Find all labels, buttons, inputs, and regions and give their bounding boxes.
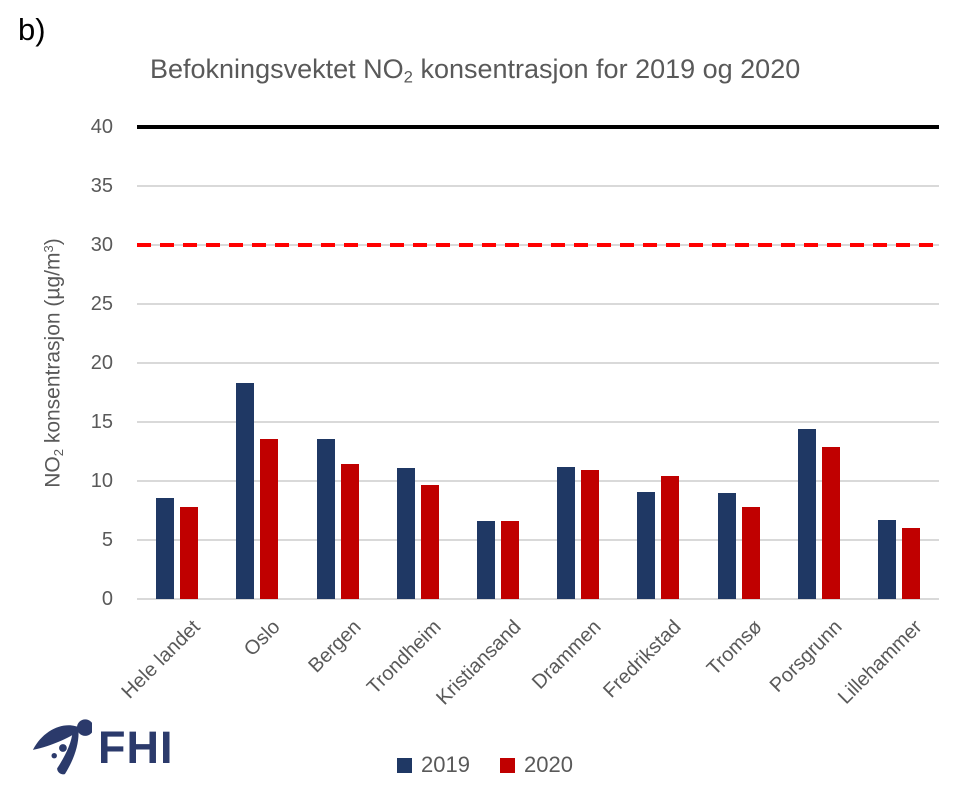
bar-2019-drammen (557, 467, 575, 599)
x-category-label-bergen: Bergen (303, 616, 366, 678)
chart-title-subscript: 2 (403, 67, 413, 87)
gridline-10 (137, 480, 939, 482)
bar-2020-tromsø (742, 507, 760, 599)
y-tick-label-10: 10 (90, 470, 113, 492)
y-tick-label-30: 30 (90, 234, 113, 256)
bar-2020-fredrikstad (661, 476, 679, 599)
bar-2019-hele-landet (156, 498, 174, 599)
legend-item-2020 (500, 752, 573, 778)
x-category-label-drammen: Drammen (528, 616, 606, 694)
bar-2020-drammen (581, 470, 599, 599)
y-axis-title-subscript: 2 (51, 449, 67, 457)
chart-title-part1: Befokningsvektet NO (150, 54, 404, 84)
bar-2019-porsgrunn (798, 429, 816, 599)
gridline-5 (137, 539, 939, 541)
bar-2020-bergen (341, 464, 359, 599)
x-category-label-porsgrunn: Porsgrunn (765, 616, 847, 697)
x-category-label-hele-landet: Hele landet (117, 616, 205, 704)
bar-2019-kristiansand (477, 521, 495, 599)
x-category-label-lillehammer: Lillehammer (833, 616, 927, 709)
bar-2019-trondheim (397, 468, 415, 599)
legend-swatch-2020 (500, 758, 515, 773)
fhi-logo (30, 716, 174, 778)
bar-2019-tromsø (718, 493, 736, 599)
reference-line-30 (137, 243, 939, 247)
legend-swatch-2019 (397, 758, 412, 773)
y-tick-label-35: 35 (90, 175, 113, 197)
bar-2019-oslo (236, 383, 254, 599)
figure-panel-label: b) (18, 12, 46, 47)
y-tick-label-20: 20 (90, 352, 113, 374)
bar-2019-bergen (317, 439, 335, 599)
fhi-logo-figure-icon (30, 716, 92, 778)
fhi-logo-text: FHI (98, 721, 174, 773)
x-category-label-oslo: Oslo (240, 616, 285, 661)
y-axis-title-part2: konsentrasjon (µg/m (41, 252, 65, 450)
bar-2020-porsgrunn (822, 447, 840, 599)
y-tick-label-25: 25 (90, 293, 113, 315)
bar-2020-lillehammer (902, 528, 920, 599)
bar-2020-kristiansand (501, 521, 519, 599)
y-axis-title-part3: ) (41, 238, 65, 246)
gridline-0 (137, 598, 939, 600)
y-axis-title-part1: NO (41, 456, 65, 488)
legend-label-2019: 2019 (421, 752, 470, 777)
y-tick-label-0: 0 (101, 588, 113, 610)
legend-item-2019 (397, 752, 470, 778)
gridline-20 (137, 362, 939, 364)
bar-2020-oslo (260, 439, 278, 599)
y-tick-label-15: 15 (90, 411, 113, 433)
y-axis-title-superscript: 3 (41, 245, 56, 253)
y-tick-label-40: 40 (90, 116, 113, 138)
bar-2020-hele-landet (180, 507, 198, 599)
bar-2020-trondheim (421, 485, 439, 599)
gridline-15 (137, 421, 939, 423)
chart-title (150, 54, 801, 88)
x-category-label-kristiansand: Kristiansand (432, 616, 526, 710)
x-category-label-fredrikstad: Fredrikstad (599, 616, 686, 703)
reference-line-40 (137, 125, 939, 129)
bar-2019-lillehammer (878, 520, 896, 599)
x-category-label-tromsø: Tromsø (702, 616, 767, 680)
x-category-label-trondheim: Trondheim (362, 616, 446, 699)
gridline-35 (137, 185, 939, 187)
gridline-25 (137, 303, 939, 305)
legend-label-2020: 2020 (524, 752, 573, 777)
y-tick-label-5: 5 (101, 529, 113, 551)
bar-2019-fredrikstad (637, 492, 655, 599)
chart-title-part2: konsentrasjon for 2019 og 2020 (412, 54, 801, 84)
